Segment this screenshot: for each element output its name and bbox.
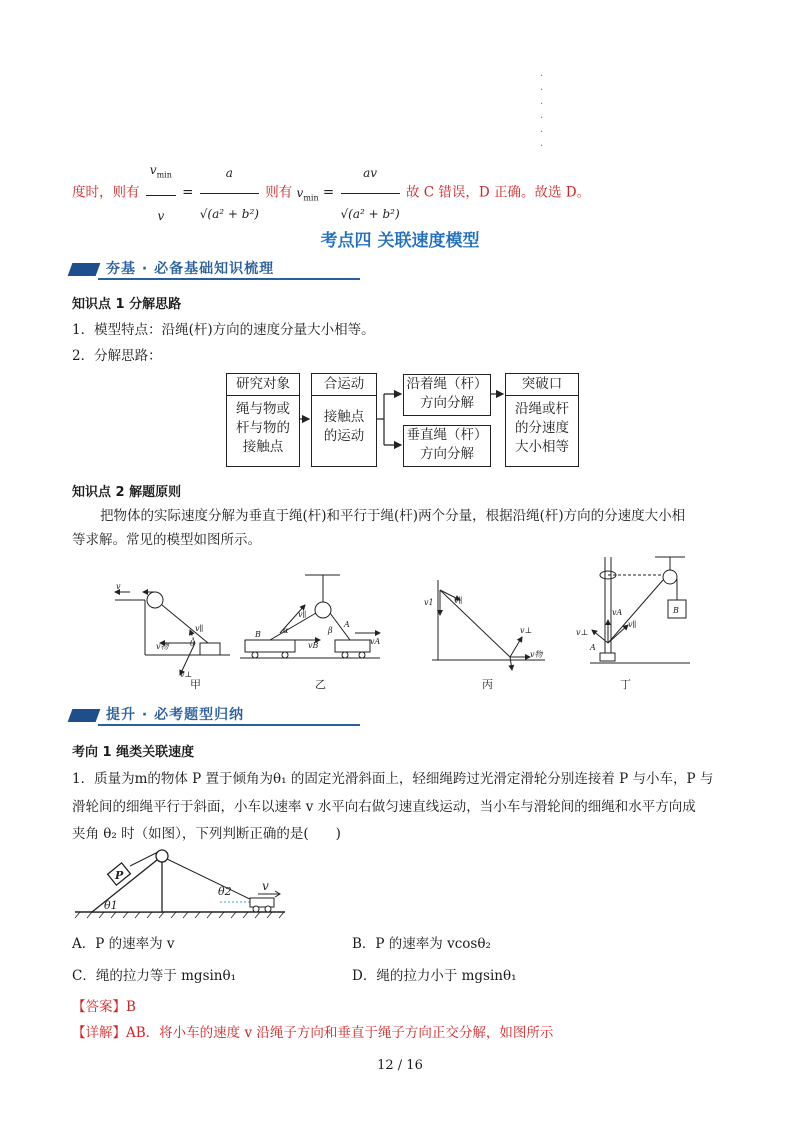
answer-line: 【答案】B [72,999,136,1015]
option-a[interactable]: A．P 的速率为 v [72,936,175,952]
jia-v-label: v [116,582,121,591]
q1-v-label: v [262,879,269,893]
banner-advanced-text: 提升 · 必考题型归纳 [106,707,245,723]
yi-A-label: A [344,620,350,629]
bing-v1-label: v1 [424,598,434,607]
option-d[interactable]: D．绳的拉力小于 mgsinθ₁ [352,968,517,984]
yi-B-label: B [255,630,261,639]
q1-line1: 1．质量为m的物体 P 置于倾角为θ₁ 的固定光滑斜面上，轻细绳跨过光滑定滑轮分别连接着 P 与小车，P 与 [72,771,714,787]
yi-vB-label: vB [308,641,319,650]
banner-basics-text: 夯基 · 必备基础知识梳理 [106,261,275,277]
kx1-title: 考向 1 绳类关联速度 [72,745,195,760]
q1-line3: 夹角 θ₂ 时（如图），下列判断正确的是( ) [72,826,341,842]
q1-theta1-label: θ1 [104,899,118,912]
conclusion-prefix: 度时，则有 [72,184,140,201]
ding-A-label: A [590,643,596,652]
label-jia: 甲 [190,678,201,691]
option-c[interactable]: C．绳的拉力等于 mgsinθ₁ [72,968,237,984]
jia-theta-label: θ [190,639,195,648]
kp1-title: 知识点 1 分解思路 [72,297,182,312]
banner-advanced [70,704,360,726]
bing-vperp-label: v⊥ [520,626,533,635]
flow-arrows [0,0,800,480]
flow-box-motion: 合运动 接触点 的运动 [311,373,377,467]
yi-beta-label: β [328,626,333,635]
label-yi: 乙 [315,678,326,691]
yi-vpar-label: v∥ [298,610,307,619]
q1-theta2-label: θ2 [218,885,232,898]
ding-vpar-label: v∥ [628,620,637,629]
q1-figure [70,842,300,922]
conclusion-suffix: 故 C 错误，D 正确。故选 D。 [405,184,591,201]
flow-box-key: 突破口 沿绳或杆 的分速度 大小相等 [505,373,579,467]
ratio-fraction-2: $\frac{a}{\text{√(a² + b²)}}$ [200,153,259,234]
page-number: 12 / 16 [377,1058,423,1073]
conclusion-mid: 则有 [265,184,293,201]
yi-vA-label: vA [370,637,381,646]
model-jia [115,592,230,675]
label-ding: 丁 [620,678,631,691]
models-figure [0,545,800,695]
q1-line2: 滑轮间的细绳平行于斜面，小车以速率 v 水平向右做匀速直线运动，当小车与滑轮间的细绳和水平方向成 [72,799,696,815]
flow-box-perpendicular: 垂直绳（杆） 方向分解 [403,425,491,467]
model-bing [432,580,545,670]
bing-vobj-label: v物 [530,650,543,659]
conclusion-line: 度时，则有 $\frac{v_{min}}{v}$ = $\frac{a}{\text{√(a² + b²)}}$ 则有 $v_{min}$ = $\frac{av}{\text{√(a² + b²)}}$ 故 C 错误，D 正确。故选 D。 [72,150,590,236]
flow-box-object: 研究对象 绳与物或 杆与物的 接触点 [226,373,300,467]
yi-alpha-label: α [283,626,289,635]
section-title: 考点四 关联速度模型 [320,231,480,251]
ding-B-label: B [673,606,679,615]
kp1-item2: 2．分解思路： [72,348,162,364]
vmin-fraction: $\frac{av}{\text{√(a² + b²)}}$ [341,153,400,234]
jia-vobj-label: v物 [156,642,169,651]
label-bing: 丙 [482,678,493,691]
kp2-para-line2: 等求解。常见的模型如图所示。 [72,532,261,548]
flow-box-along: 沿着绳（杆） 方向分解 [403,374,491,416]
q1-P-label: P [115,869,124,882]
jia-vperp-label: v⊥ [180,670,193,679]
kp1-item1: 1．模型特点：沿绳(杆)方向的速度分量大小相等。 [72,322,375,338]
ratio-fraction: $\frac{v_{min}}{v}$ [146,150,176,236]
ding-vperp-label: v⊥ [576,628,589,637]
ding-vA-label: vA [612,608,623,617]
kp2-title: 知识点 2 解题原则 [72,485,182,500]
option-b[interactable]: B．P 的速率为 vcosθ₂ [352,936,491,952]
kp2-para-line1: 把物体的实际速度分解为垂直于绳(杆)和平行于绳(杆)两个分量，根据沿绳(杆)方向的分速度大小相 [100,508,686,524]
jia-vpar-label: v∥ [195,624,204,633]
bing-vpar-label: v∥ [454,596,463,605]
detail-line: 【详解】AB．将小车的速度 v 沿绳子方向和垂直于绳子方向正交分解，如图所示 [72,1025,554,1041]
margin-dots: · · · · · · [540,71,544,152]
